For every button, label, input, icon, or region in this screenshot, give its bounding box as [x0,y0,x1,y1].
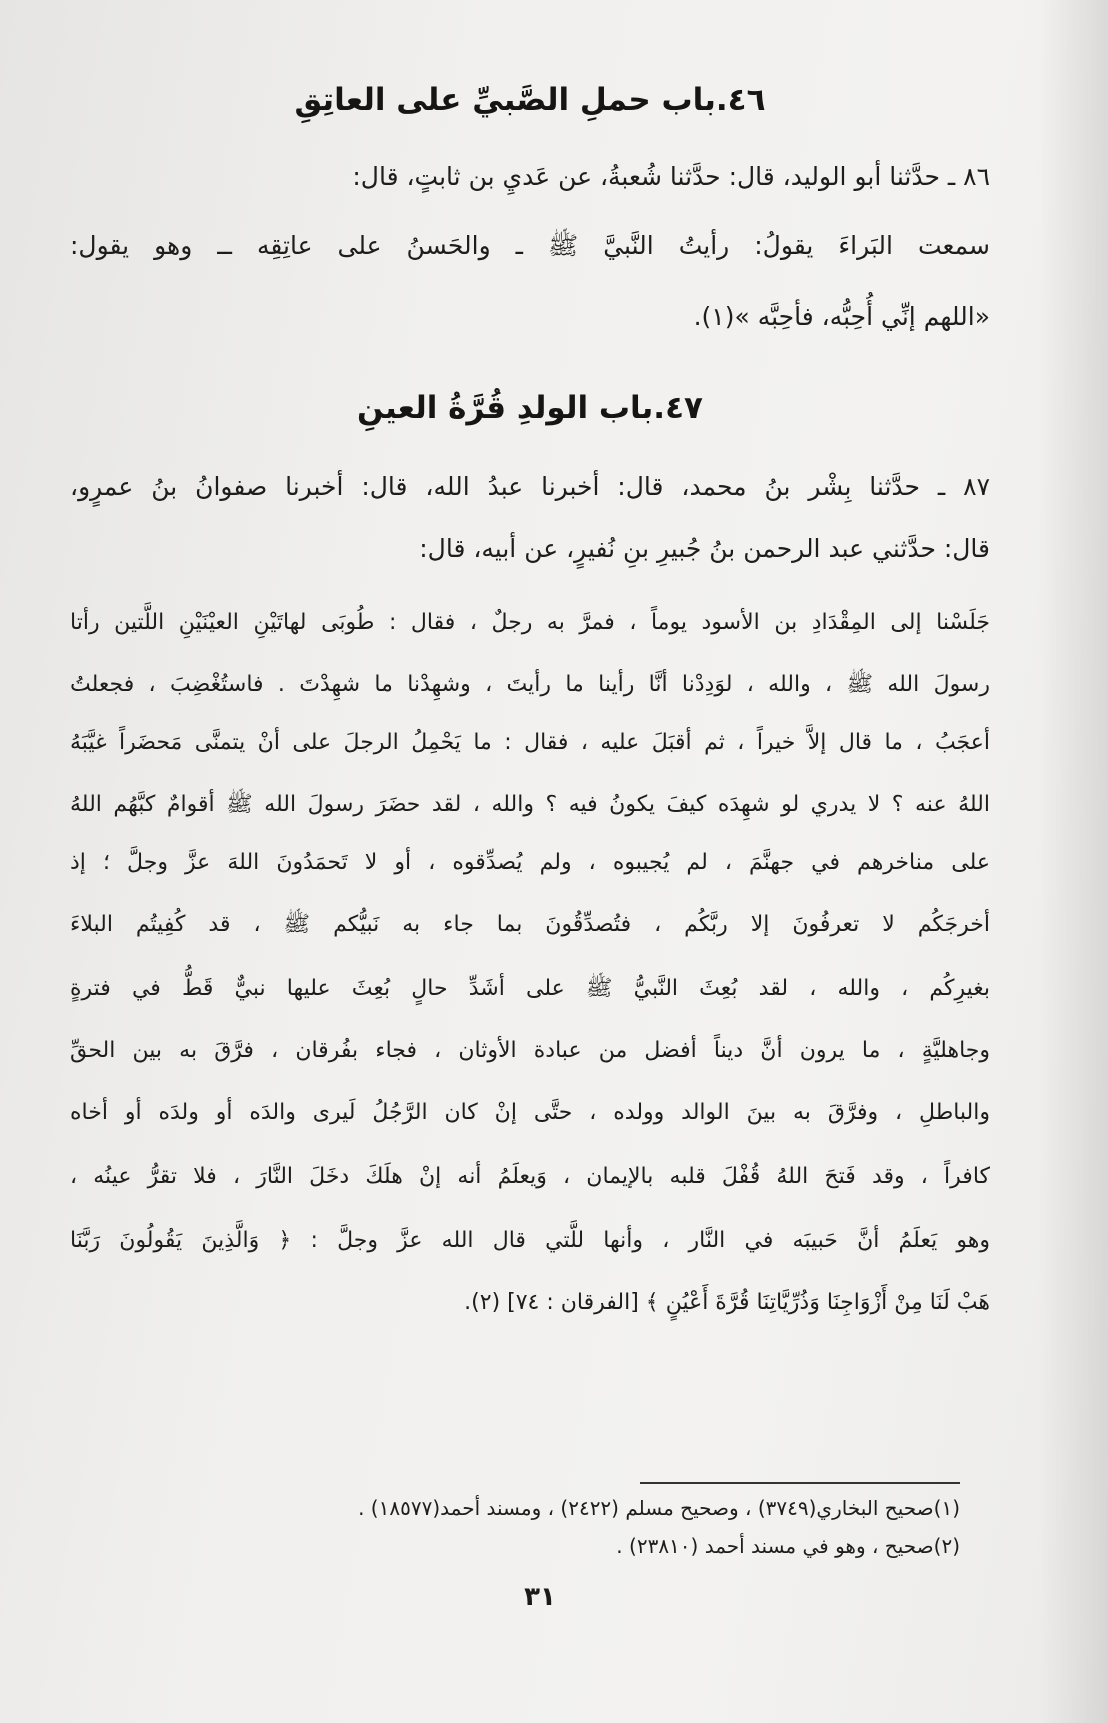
hadith-86-line-3: «اللهم إنِّي أُحِبُّه، فأحِبَّه »(١). [693,302,990,331]
hadith-87-matn-line-3: أعجَبُ ، ما قال إلاَّ خيراً ، ثم أقبَلَ عليه ، فقال : ما يَحْمِلُ الرجلَ على أنْ يتمنَّى مَحضَراً غيَّبَهُ [70,730,990,755]
hadith-87-matn-line-7: بغيرِكُم ، والله ، لقد بُعِثَ النَّبيُّ ﷺ على أشَدِّ حالٍ بُعِثَ عليها نبيٌّ قَطُّ في فترةٍ [70,976,990,1001]
hadith-87-matn-line-2: رسولَ الله ﷺ ، والله ، لوَدِدْنا أنَّا رأينا ما رأيتَ ، وشهِدْنا ما شهِدْتَ . فاستُغْضِبَ ، فجعلتُ [70,672,990,697]
hadith-87-matn-line-1: جَلَسْنا إلى المِقْدَادِ بن الأسود يوماً ، فمرَّ به رجلٌ ، فقال : طُوبَى لهاتَيْنِ العيْنَيْنِ اللَّتين رأتا [70,610,990,635]
hadith-87-matn-line-12: هَبْ لَنَا مِنْ أَزْوَاجِنَا وَذُرِّيَّاتِنَا قُرَّةَ أَعْيُنٍ ﴾ [الفرقان : ٧٤] (٢). [464,1290,990,1315]
page-edge-shadow [1038,0,1108,1723]
footnote-1: (١)صحيح البخاري(٣٧٤٩) ، وصحيح مسلم (٢٤٢٢) ، ومسند أحمد(١٨٥٧٧) . [358,1496,960,1520]
hadith-87-matn-line-8: وجاهليَّةٍ ، ما يرون أنَّ ديناً أفضل من عبادة الأوثان ، فجاء بفُرقان ، فرَّقَ به بين الحقِّ [70,1038,990,1063]
hadith-87-matn-line-10: كافراً ، وقد فَتحَ اللهُ قُفْلَ قلبه بالإيمان ، وَيعلَمُ أنه إنْ هلَكَ دخَلَ النَّارَ ، فلا تقرُّ عينُه ، [70,1164,990,1189]
hadith-87-matn-line-4: اللهُ عنه ؟ لا يدري لو شهِدَه كيفَ يكونُ فيه ؟ والله ، لقد حضَرَ رسولَ الله ﷺ أقوامٌ كبَّهُم اللهُ [70,792,990,817]
hadith-86-line-1: ٨٦ ـ حدَّثنا أبو الوليد، قال: حدَّثنا شُعبةُ، عن عَديِ بن ثابتٍ، قال: [352,162,990,191]
hadith-86-line-2: سمعت البَراءَ يقولُ: رأيتُ النَّبيَّ ﷺ ـ والحَسنُ على عاتِقِه ــ وهو يقول: [70,231,990,260]
hadith-87-matn-line-6: أخرجَكُم لا تعرفُونَ إلا ربَّكُم ، فتُصدِّقُونَ بما جاء به نَبيُّكم ﷺ ، قد كُفِيتُم البلاءَ [70,912,990,937]
footnote-separator [640,1482,960,1484]
chapter-47-heading: ٤٧.باب الولدِ قُرَّةُ العينِ [357,390,703,426]
footnote-2: (٢)صحيح ، وهو في مسند أحمد (٢٣٨١٠) . [616,1534,960,1558]
hadith-87-matn-line-5: على مناخرهم في جهنَّمَ ، لم يُجيبوه ، ولم يُصدِّقوه ، أو لا تَحمَدُونَ اللهَ عزَّ وجلَّ ؛ إذ [70,850,990,875]
hadith-87-isnad-line-2: قال: حدَّثني عبد الرحمن بنُ جُبيرِ بنِ نُفيرٍ، عن أبيه، قال: [419,534,990,563]
hadith-87-matn-line-11: وهو يَعلَمُ أنَّ حَبيبَه في النَّار ، وأنها للَّتي قال الله عزَّ وجلَّ : ﴿ وَالَّذِينَ يَقُولُونَ رَبَّنَا [70,1228,990,1253]
hadith-87-isnad-line-1: ٨٧ ـ حدَّثنا بِشْر بنُ محمد، قال: أخبرنا عبدُ الله، قال: أخبرنا صفوانُ بنُ عمرٍو، [70,472,990,501]
hadith-87-matn-line-9: والباطلِ ، وفرَّقَ به بينَ الوالد وولده ، حتَّى إنْ كان الرَّجُلُ لَيرى والدَه أو ولدَه أو أخاه [70,1100,990,1125]
chapter-46-heading: ٤٦.باب حملِ الصَّبيِّ على العاتِقِ [294,82,766,118]
page-number: ٣١ [524,1582,556,1612]
